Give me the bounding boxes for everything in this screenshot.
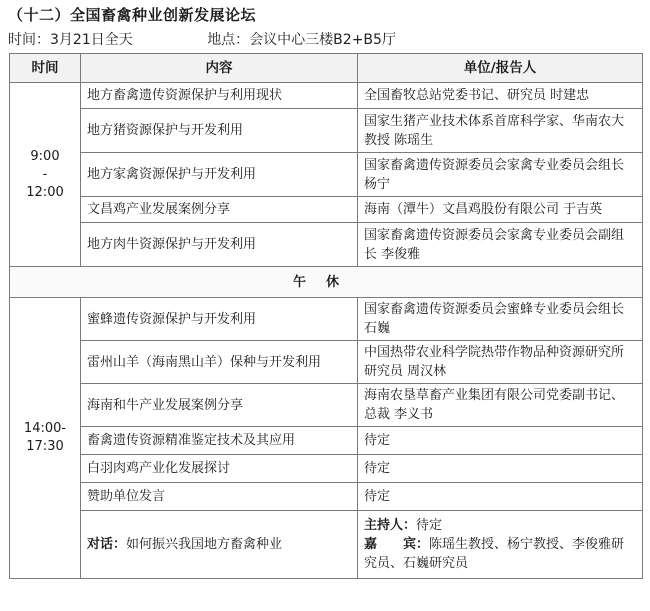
guests-value: 陈瑶生教授、杨宁教授、李俊雅研究员、石巍研究员 [364, 537, 625, 571]
event-meta [8, 29, 396, 49]
header-speaker: 单位/报告人 [358, 54, 643, 83]
morning-time-sep: - [42, 166, 48, 182]
topic-cell: 白羽肉鸡产业化发展探讨 [81, 455, 358, 483]
table-row [10, 298, 643, 341]
speaker-cell: 待定 [358, 455, 643, 483]
table-row [10, 384, 643, 427]
speaker-cell: 待定 [358, 427, 643, 455]
table-row [10, 427, 643, 455]
speaker-cell: 海南农垦草畜产业集团有限公司党委副书记、总裁 李义书 [358, 384, 643, 427]
time-value: 3月21日全天 [50, 32, 133, 48]
table-row [10, 109, 643, 153]
break-row [10, 267, 643, 298]
host-label: 主持人： [364, 518, 417, 533]
morning-time-start: 9:00 [30, 148, 60, 164]
table-row [10, 153, 643, 197]
table-row [10, 83, 643, 109]
time-label: 时间： [8, 32, 50, 48]
morning-time-end: 12:00 [26, 184, 64, 200]
dialogue-row [10, 511, 643, 579]
speaker-cell: 国家畜禽遗传资源委员会家禽专业委员会副组长 李俊雅 [358, 223, 643, 267]
dialogue-label: 对话： [87, 537, 127, 552]
afternoon-time-end: 17:30 [26, 439, 64, 454]
table-row [10, 455, 643, 483]
host-line [364, 516, 636, 535]
topic-cell: 文昌鸡产业发展案例分享 [81, 197, 358, 223]
speaker-cell: 中国热带农业科学院热带作物品种资源研究所研究员 周汉林 [358, 341, 643, 384]
topic-cell: 畜禽遗传资源精准鉴定技术及其应用 [81, 427, 358, 455]
table-row [10, 483, 643, 511]
afternoon-time-start: 14:00- [23, 421, 67, 436]
topic-cell: 赞助单位发言 [81, 483, 358, 511]
table-row [10, 223, 643, 267]
guests-label: 嘉 宾： [364, 537, 430, 552]
speaker-cell: 国家畜禽遗传资源委员会家禽专业委员会组长 杨宁 [358, 153, 643, 197]
topic-cell: 蜜蜂遗传资源保护与开发利用 [81, 298, 358, 341]
agenda-table [9, 53, 643, 579]
location-label: 地点： [207, 32, 250, 48]
lunch-break-label: 午休 [10, 267, 643, 298]
topic-cell: 地方畜禽遗传资源保护与利用现状 [81, 83, 358, 109]
speaker-cell: 国家生猪产业技术体系首席科学家、华南农大教授 陈瑶生 [358, 109, 643, 153]
speaker-cell: 国家畜禽遗传资源委员会蜜蜂专业委员会组长 石巍 [358, 298, 643, 341]
topic-cell: 地方家禽资源保护与开发利用 [81, 153, 358, 197]
topic-cell: 海南和牛产业发展案例分享 [81, 384, 358, 427]
header-content: 内容 [81, 54, 358, 83]
table-row [10, 197, 643, 223]
dialogue-topic: 如何振兴我国地方畜禽种业 [126, 537, 283, 552]
speaker-cell: 全国畜牧总站党委书记、研究员 时建忠 [358, 83, 643, 109]
location-value: 会议中心三楼B2+B5厅 [249, 32, 396, 48]
afternoon-time-cell [10, 298, 81, 579]
page-title: （十二）全国畜禽种业创新发展论坛 [8, 6, 257, 24]
morning-time-cell [10, 83, 81, 267]
dialogue-topic-cell [81, 511, 358, 579]
dialogue-people-cell [358, 511, 643, 579]
table-row [10, 341, 643, 384]
host-value: 待定 [416, 518, 443, 533]
topic-cell: 地方肉牛资源保护与开发利用 [81, 223, 358, 267]
topic-cell: 雷州山羊（海南黑山羊）保种与开发利用 [81, 341, 358, 384]
header-time: 时间 [10, 54, 81, 83]
speaker-cell: 待定 [358, 483, 643, 511]
topic-cell: 地方猪资源保护与开发利用 [81, 109, 358, 153]
speaker-cell: 海南（潭牛）文昌鸡股份有限公司 于吉英 [358, 197, 643, 223]
table-header-row [10, 54, 643, 83]
